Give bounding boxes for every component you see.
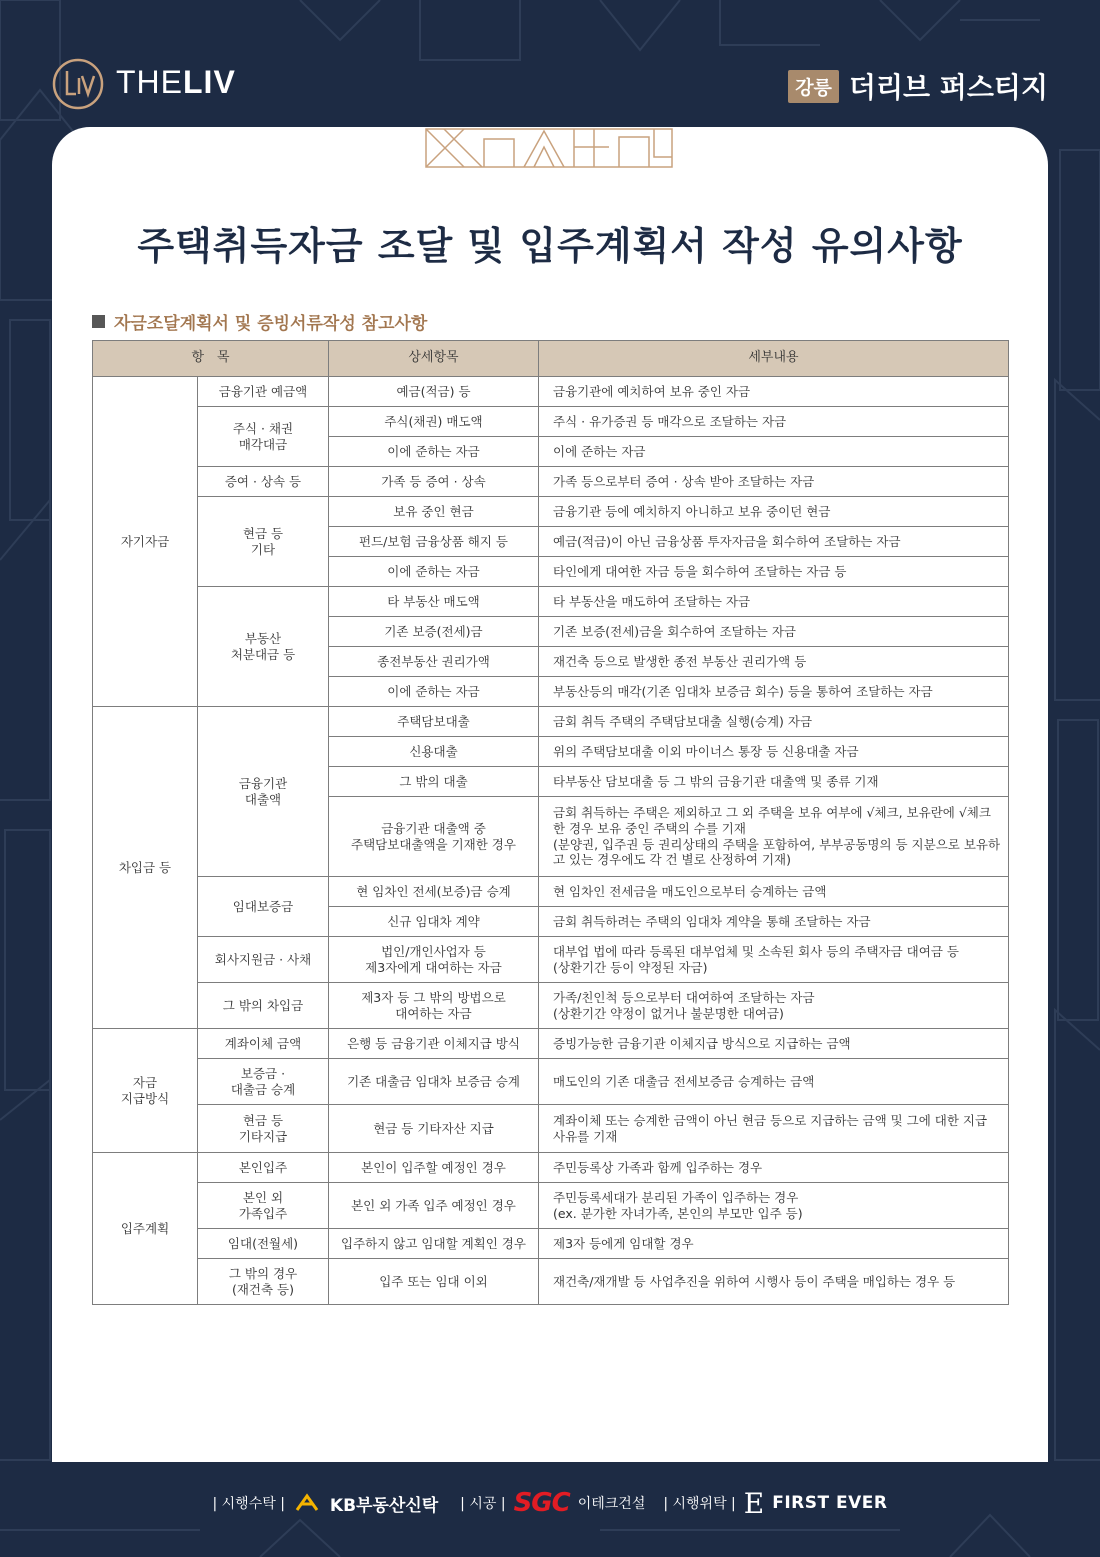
description: 금융기관 등에 예치하지 아니하고 보유 중이던 현금 — [539, 497, 1009, 527]
detail-item: 법인/개인사업자 등 제3자에게 대여하는 자금 — [329, 937, 539, 983]
detail-item: 이에 준하는 자금 — [329, 677, 539, 707]
group-self-funds: 자기자금 — [93, 377, 198, 707]
description: 제3자 등에게 임대할 경우 — [539, 1229, 1009, 1259]
detail-item: 이에 준하는 자금 — [329, 557, 539, 587]
detail-item: 기존 보증(전세)금 — [329, 617, 539, 647]
description: 현 임차인 전세금을 매도인으로부터 승계하는 금액 — [539, 877, 1009, 907]
description: 위의 주택담보대출 이외 마이너스 통장 등 신용대출 자금 — [539, 737, 1009, 767]
table-header-row — [93, 341, 1009, 377]
description: 타 부동산을 매도하여 조달하는 자금 — [539, 587, 1009, 617]
sub-item: 회사지원금 · 사채 — [198, 937, 329, 983]
footer — [0, 1478, 1100, 1528]
detail-item: 가족 등 증여 · 상속 — [329, 467, 539, 497]
kb-name: KB부동산신탁 — [329, 1495, 439, 1516]
detail-item: 본인이 입주할 예정인 경우 — [329, 1153, 539, 1183]
description: 가족 등으로부터 증여 · 상속 받아 조달하는 자금 — [539, 467, 1009, 497]
detail-item: 예금(적금) 등 — [329, 377, 539, 407]
detail-item: 주택담보대출 — [329, 707, 539, 737]
table-row — [93, 407, 1009, 437]
detail-item: 종전부동산 권리가액 — [329, 647, 539, 677]
detail-item: 금융기관 대출액 중 주택담보대출액을 기재한 경우 — [329, 797, 539, 877]
detail-item: 현 임차인 전세(보증)금 승계 — [329, 877, 539, 907]
description: 재건축/재개발 등 사업추진을 위하여 시행사 등이 주택을 매입하는 경우 등 — [539, 1259, 1009, 1305]
table-row — [93, 1105, 1009, 1153]
table-row — [93, 707, 1009, 737]
description: 대부업 법에 따라 등록된 대부업체 및 소속된 회사 등의 주택자금 대여금 등 (상환기간 등이 약정된 자금) — [539, 937, 1009, 983]
header-detail: 상세항목 — [329, 341, 539, 377]
decorative-building-icon — [424, 127, 674, 169]
footer-label-builder: | 시공 | — [460, 1496, 506, 1512]
detail-item: 본인 외 가족 입주 예정인 경우 — [329, 1183, 539, 1229]
sgc-name: 이테크건설 — [577, 1496, 646, 1512]
footer-label-developer: | 시행위탁 | — [663, 1496, 736, 1512]
first-ever-name: FIRST EVER — [772, 1493, 888, 1513]
funding-reference-table — [92, 340, 1009, 1305]
detail-item: 펀드/보험 금융상품 해지 등 — [329, 527, 539, 557]
sub-item: 금융기관 예금액 — [198, 377, 329, 407]
sub-item: 현금 등 기타지급 — [198, 1105, 329, 1153]
sgc-logo: SGC — [513, 1488, 570, 1518]
description: 타부동산 담보대출 등 그 밖의 금융기관 대출액 및 종류 기재 — [539, 767, 1009, 797]
group-borrowings: 차입금 등 — [93, 707, 198, 1029]
description: 금회 취득하는 주택은 제외하고 그 외 주택을 보유 여부에 √체크, 보유란에 √체크한 경우 보유 중인 주택의 수를 기재 (분양권, 입주권 등 권리상태의 주택을 포함하여, 부부공동명의 등 지분으로 보유하고 있는 경우에도 각 건 별로 산정하여 기재) — [539, 797, 1009, 877]
description: 매도인의 기존 대출금 전세보증금 승계하는 금액 — [539, 1059, 1009, 1105]
table-row — [93, 1029, 1009, 1059]
sub-item: 보증금 · 대출금 승계 — [198, 1059, 329, 1105]
description: 부동산등의 매각(기존 임대차 보증금 회수) 등을 통하여 조달하는 자금 — [539, 677, 1009, 707]
description: 이에 준하는 자금 — [539, 437, 1009, 467]
sub-item: 현금 등 기타 — [198, 497, 329, 587]
table-row — [93, 497, 1009, 527]
sub-item: 본인입주 — [198, 1153, 329, 1183]
description: 주식 · 유가증권 등 매각으로 조달하는 자금 — [539, 407, 1009, 437]
detail-item: 보유 중인 현금 — [329, 497, 539, 527]
description: 타인에게 대여한 자금 등을 회수하여 조달하는 자금 등 — [539, 557, 1009, 587]
brand — [788, 66, 1048, 106]
sub-item: 부동산 처분대금 등 — [198, 587, 329, 707]
table-row — [93, 877, 1009, 907]
table-row — [93, 1059, 1009, 1105]
description: 주민등록상 가족과 함께 입주하는 경우 — [539, 1153, 1009, 1183]
sub-item: 그 밖의 경우 (재건축 등) — [198, 1259, 329, 1305]
description: 기존 보증(전세)금을 회수하여 조달하는 자금 — [539, 617, 1009, 647]
brand-name: 더리브 퍼스티지 — [848, 71, 1048, 104]
description: 증빙가능한 금융기관 이체지급 방식으로 지급하는 금액 — [539, 1029, 1009, 1059]
sub-item: 그 밖의 차입금 — [198, 983, 329, 1029]
kb-star-icon — [293, 1492, 321, 1514]
content-card — [52, 127, 1048, 1462]
detail-item: 입주하지 않고 임대할 계획인 경우 — [329, 1229, 539, 1259]
description: 재건축 등으로 발생한 종전 부동산 권리가액 등 — [539, 647, 1009, 677]
table-row — [93, 1183, 1009, 1229]
footer-label-trustee: | 시행수탁 | — [212, 1496, 285, 1512]
sub-item: 주식 · 채권 매각대금 — [198, 407, 329, 467]
description: 금회 취득하려는 주택의 임대차 계약을 통해 조달하는 자금 — [539, 907, 1009, 937]
header-item: 항 목 — [93, 341, 329, 377]
sub-item: 임대보증금 — [198, 877, 329, 937]
detail-item: 기존 대출금 임대차 보증금 승계 — [329, 1059, 539, 1105]
table-row — [93, 587, 1009, 617]
logo-text-the: THE — [116, 64, 183, 100]
description: 계좌이체 또는 승계한 금액이 아닌 현금 등으로 지급하는 금액 및 그에 대한 지급 사유를 기재 — [539, 1105, 1009, 1153]
kb-logo — [293, 1491, 442, 1516]
description: 금회 취득 주택의 주택담보대출 실행(승계) 자금 — [539, 707, 1009, 737]
description: 금융기관에 예치하여 보유 중인 자금 — [539, 377, 1009, 407]
logo-text — [116, 64, 236, 101]
header — [0, 0, 1100, 130]
detail-item: 신용대출 — [329, 737, 539, 767]
group-move-in-plan: 입주계획 — [93, 1153, 198, 1305]
table-row — [93, 983, 1009, 1029]
detail-item: 은행 등 금융기관 이체지급 방식 — [329, 1029, 539, 1059]
sub-item: 본인 외 가족입주 — [198, 1183, 329, 1229]
detail-item: 제3자 등 그 밖의 방법으로 대여하는 자금 — [329, 983, 539, 1029]
section-title: 자금조달계획서 및 증빙서류작성 참고사항 — [114, 314, 428, 334]
description: 주민등록세대가 분리된 가족이 입주하는 경우 (ex. 분가한 자녀가족, 본인의 부모만 입주 등) — [539, 1183, 1009, 1229]
first-ever-logo-icon: E — [743, 1486, 765, 1520]
page-title: 주택취득자금 조달 및 입주계획서 작성 유의사항 — [137, 224, 963, 268]
group-payment-method: 자금 지급방식 — [93, 1029, 198, 1153]
table-row — [93, 1229, 1009, 1259]
sub-item: 계좌이체 금액 — [198, 1029, 329, 1059]
table-row — [93, 467, 1009, 497]
table-row — [93, 377, 1009, 407]
detail-item: 입주 또는 임대 이외 — [329, 1259, 539, 1305]
sub-item: 임대(전월세) — [198, 1229, 329, 1259]
detail-item: 타 부동산 매도액 — [329, 587, 539, 617]
the-liv-logo-icon — [52, 58, 104, 110]
logo-text-liv: LIV — [183, 64, 236, 100]
detail-item: 주식(채권) 매도액 — [329, 407, 539, 437]
header-description: 세부내용 — [539, 341, 1009, 377]
table-row — [93, 1259, 1009, 1305]
square-bullet-icon — [92, 315, 105, 328]
sub-item: 금융기관 대출액 — [198, 707, 329, 877]
table-row — [93, 937, 1009, 983]
table-row — [93, 1153, 1009, 1183]
detail-item: 이에 준하는 자금 — [329, 437, 539, 467]
section-heading — [92, 309, 427, 334]
brand-tag: 강릉 — [788, 70, 839, 103]
detail-item: 신규 임대차 계약 — [329, 907, 539, 937]
description: 예금(적금)이 아닌 금융상품 투자자금을 회수하여 조달하는 자금 — [539, 527, 1009, 557]
detail-item: 현금 등 기타자산 지급 — [329, 1105, 539, 1153]
description: 가족/친인척 등으로부터 대여하여 조달하는 자금 (상환기간 약정이 없거나 불분명한 대여금) — [539, 983, 1009, 1029]
detail-item: 그 밖의 대출 — [329, 767, 539, 797]
sub-item: 증여 · 상속 등 — [198, 467, 329, 497]
